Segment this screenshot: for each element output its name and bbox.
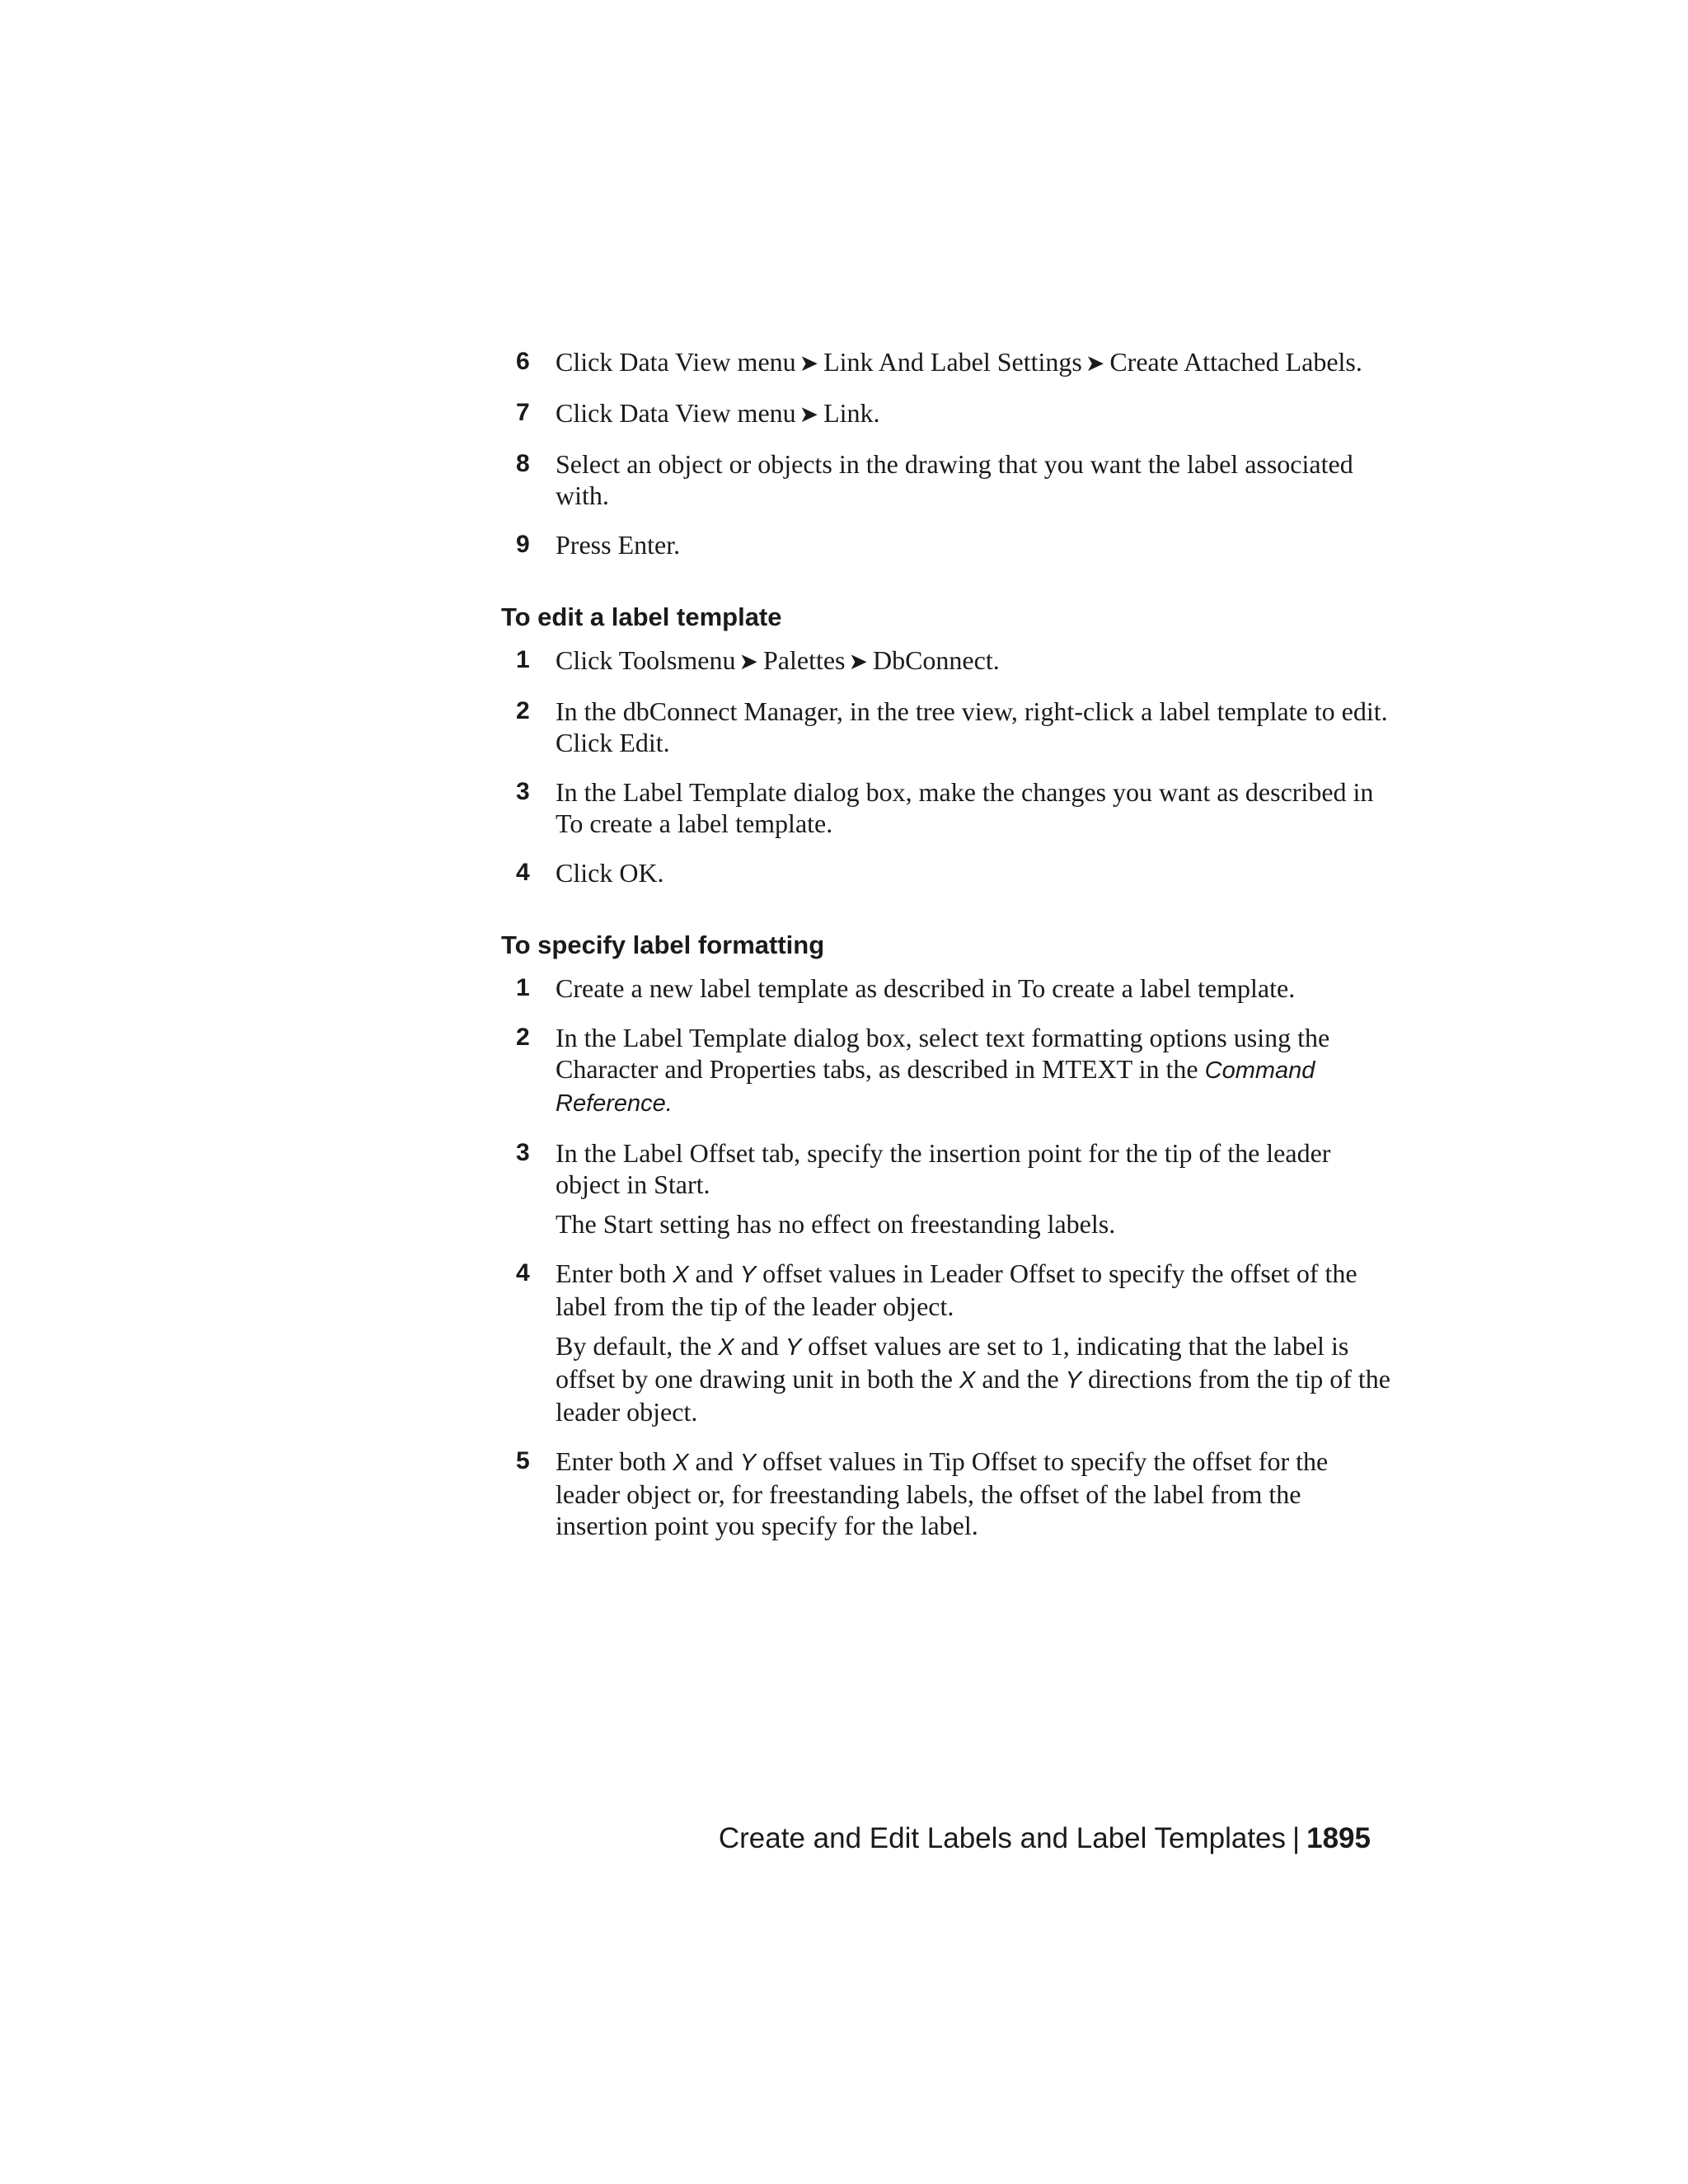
arrow-icon: ➤ (738, 648, 758, 675)
edit-step-1 (501, 644, 1391, 677)
step-text (556, 644, 1391, 677)
arrow-icon: ➤ (799, 349, 819, 377)
step-number: 4 (516, 859, 530, 886)
menu-path-part: Palettes (762, 645, 846, 675)
command-reference-title: Command Reference. (556, 1057, 1315, 1117)
step-number: 2 (516, 697, 530, 724)
y-variable: Y (739, 1450, 757, 1476)
format-step-3 (501, 1137, 1391, 1240)
step-6 (501, 346, 1391, 379)
page-content (501, 346, 1391, 1559)
step-number: 6 (516, 348, 530, 375)
edit-step-3 (501, 776, 1391, 839)
text-run: and (688, 1446, 740, 1476)
x-variable: X (673, 1262, 689, 1288)
arrow-icon: ➤ (848, 648, 868, 675)
menu-path-part: Link And Label Settings (823, 347, 1082, 377)
step-text: Create a new label template as described in To create a label template. (556, 973, 1296, 1003)
format-step-5 (501, 1446, 1391, 1541)
text-run: offset values in Tip Offset to specify the offset for the leader object or, for freestanding labels, the offset of the label from the insertion point you specify for the label. (556, 1446, 1329, 1540)
arrow-icon: ➤ (799, 401, 819, 428)
y-variable: Y (1065, 1367, 1081, 1394)
page-footer (719, 1821, 1371, 1856)
x-variable: X (718, 1334, 734, 1361)
y-variable: Y (739, 1262, 757, 1288)
text-run: Enter both (556, 1258, 673, 1288)
page-number: 1895 (1306, 1822, 1371, 1854)
step-text: Press Enter. (556, 530, 681, 560)
format-step-1 (501, 972, 1391, 1004)
step-text: Select an object or objects in the drawing that you want the label associated with. (556, 449, 1353, 510)
step-7 (501, 397, 1391, 430)
x-variable: X (959, 1367, 976, 1394)
step-text (556, 1258, 1391, 1322)
step-number: 3 (516, 1139, 530, 1166)
step-number: 8 (516, 450, 530, 477)
step-text: In the dbConnect Manager, in the tree view, right-click a label template to edit. Click Edit. (556, 696, 1388, 757)
step-number: 7 (516, 399, 530, 426)
format-step-2 (501, 1022, 1391, 1119)
y-variable: Y (785, 1334, 802, 1361)
step-8 (501, 448, 1391, 511)
step-number: 9 (516, 531, 530, 558)
text-run: Enter both (556, 1446, 673, 1476)
step-number: 1 (516, 974, 530, 1001)
footer-separator: | (1292, 1822, 1301, 1854)
step-note (556, 1330, 1391, 1427)
step-note: The Start setting has no effect on freestanding labels. (556, 1209, 1116, 1239)
edit-template-steps (501, 644, 1391, 888)
step-text (556, 1022, 1391, 1119)
edit-step-2 (501, 696, 1391, 758)
x-variable: X (673, 1450, 689, 1476)
step-text: In the Label Template dialog box, make the changes you want as described in To create a label template. (556, 777, 1374, 838)
step-9 (501, 529, 1391, 560)
footer-section-title: Create and Edit Labels and Label Templates (718, 1822, 1287, 1854)
step-number: 4 (516, 1259, 530, 1286)
text-run: directions from the tip of the leader object. (556, 1364, 1390, 1427)
label-formatting-steps (501, 972, 1391, 1541)
step-text: In the Label Offset tab, specify the insertion point for the tip of the leader object in Start. (556, 1138, 1331, 1199)
step-number: 1 (516, 646, 530, 673)
continued-steps-list (501, 346, 1391, 560)
text-run: offset values are set to 1, indicating that the label is offset by one drawing unit in both the (556, 1331, 1349, 1394)
menu-path-part: Click Data View menu (556, 398, 796, 428)
label-formatting-heading: To specify label formatting (501, 930, 825, 959)
menu-path-part: DbConnect. (872, 645, 1000, 675)
arrow-icon: ➤ (1085, 349, 1105, 377)
menu-path-part: Click Data View menu (556, 347, 796, 377)
step-text-body: In the Label Template dialog box, select text formatting options using the Character and Properties tabs, as described in MTEXT in the (556, 1023, 1330, 1084)
step-text: Click OK. (556, 858, 664, 888)
text-run: By default, the (556, 1331, 719, 1361)
text-run: and the (975, 1364, 1066, 1394)
edit-template-heading: To edit a label template (501, 602, 782, 631)
step-number: 3 (516, 778, 530, 805)
text-run: and (688, 1258, 740, 1288)
menu-path-part: Create Attached Labels. (1109, 347, 1362, 377)
step-number: 2 (516, 1024, 530, 1051)
text-run: offset values in Leader Offset to specify the offset of the label from the tip of the leader object. (556, 1258, 1357, 1321)
step-number: 5 (516, 1447, 530, 1474)
step-text (556, 397, 1391, 430)
step-text (556, 346, 1391, 379)
step-text (556, 1446, 1391, 1541)
menu-path-part: Click Toolsmenu (556, 645, 736, 675)
text-run: and (734, 1331, 785, 1361)
edit-step-4 (501, 857, 1391, 888)
format-step-4 (501, 1258, 1391, 1427)
menu-path-part: Link. (823, 398, 880, 428)
